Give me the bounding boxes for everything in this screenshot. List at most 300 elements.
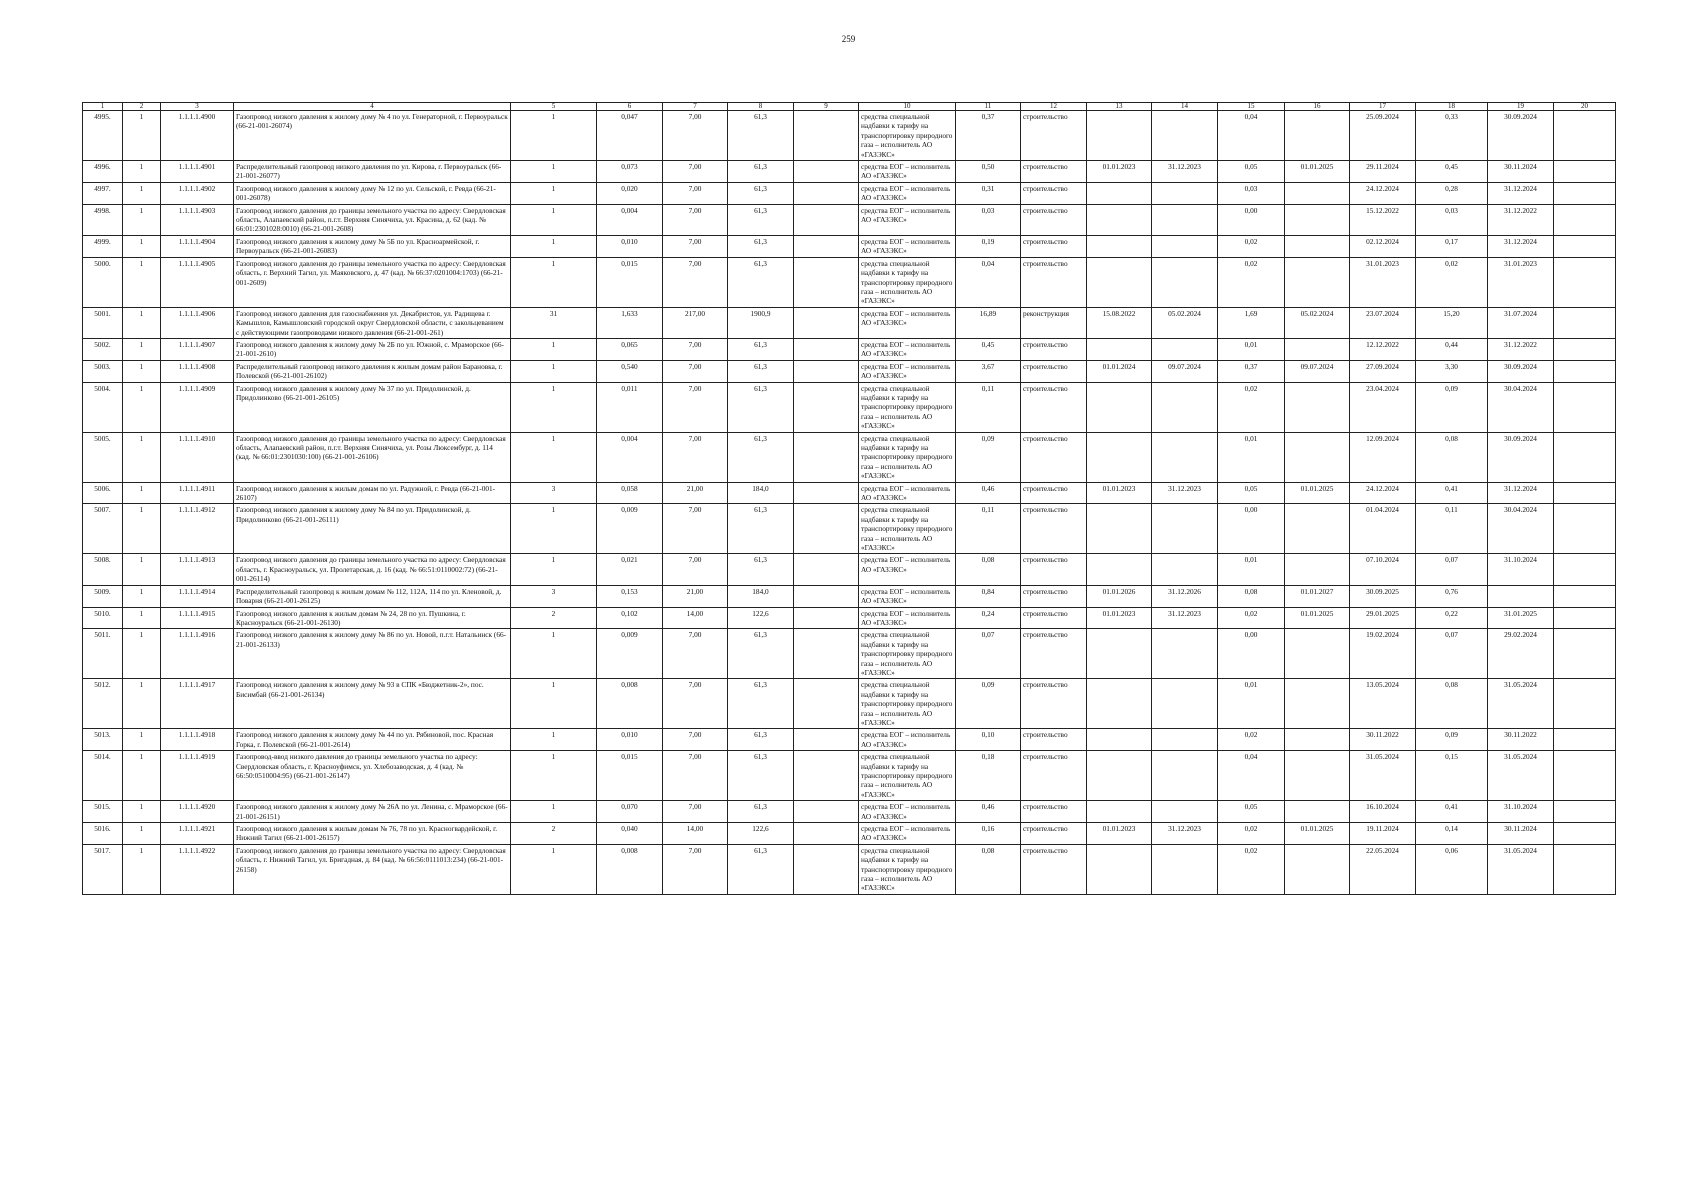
cell-col-12: строительство bbox=[1021, 504, 1087, 554]
cell-col-18: 3,30 bbox=[1416, 360, 1488, 382]
cell-col-20 bbox=[1554, 629, 1616, 679]
cell-col-7: 7,00 bbox=[663, 161, 728, 183]
cell-col-7: 7,00 bbox=[663, 338, 728, 360]
cell-col-9 bbox=[794, 182, 859, 204]
cell-col-15: 1,69 bbox=[1218, 307, 1285, 338]
table-row bbox=[83, 204, 1616, 235]
cell-col-20 bbox=[1554, 204, 1616, 235]
cell-col-9 bbox=[794, 585, 859, 607]
cell-col-17: 29.11.2024 bbox=[1350, 161, 1416, 183]
cell-col-14 bbox=[1152, 801, 1218, 823]
cell-col-12: строительство bbox=[1021, 607, 1087, 629]
cell-col-14 bbox=[1152, 751, 1218, 801]
cell-col-19: 29.02.2024 bbox=[1488, 629, 1554, 679]
cell-col-15: 0,02 bbox=[1218, 382, 1285, 432]
cell-col-11: 0,11 bbox=[956, 504, 1021, 554]
cell-col-9 bbox=[794, 504, 859, 554]
cell-col-4: Газопровод-ввод низкого давления до границы земельного участка по адресу: Свердловская область, г. Красноуфимск, ул. Хлебозаводская, д. 4 (кад. № 66:50:0510004:95) (66-21-001-26147) bbox=[234, 751, 511, 801]
cell-col-5: 3 bbox=[511, 482, 597, 504]
cell-col-2: 1 bbox=[123, 482, 161, 504]
cell-col-9 bbox=[794, 607, 859, 629]
cell-col-13 bbox=[1087, 554, 1152, 585]
cell-col-6: 0,009 bbox=[597, 504, 663, 554]
cell-col-9 bbox=[794, 432, 859, 482]
column-header-11: 11 bbox=[956, 103, 1021, 111]
cell-col-13 bbox=[1087, 504, 1152, 554]
cell-col-11: 0,50 bbox=[956, 161, 1021, 183]
cell-col-16 bbox=[1285, 844, 1350, 894]
cell-col-12: строительство bbox=[1021, 360, 1087, 382]
cell-col-4: Газопровод низкого давления к жилым домам по ул. Радужной, г. Ревда (66-21-001-26107) bbox=[234, 482, 511, 504]
cell-col-6: 0,070 bbox=[597, 801, 663, 823]
cell-col-15: 0,02 bbox=[1218, 729, 1285, 751]
table-row bbox=[83, 257, 1616, 307]
cell-col-14 bbox=[1152, 629, 1218, 679]
cell-col-10: средства ЕОГ – исполнитель АО «ГАЗЭКС» bbox=[859, 607, 956, 629]
cell-col-11: 0,04 bbox=[956, 257, 1021, 307]
table-row bbox=[83, 823, 1616, 845]
cell-col-15: 0,01 bbox=[1218, 554, 1285, 585]
cell-col-1: 5000. bbox=[83, 257, 123, 307]
cell-col-7: 7,00 bbox=[663, 111, 728, 161]
header-row bbox=[83, 103, 1616, 111]
cell-col-14: 05.02.2024 bbox=[1152, 307, 1218, 338]
cell-col-1: 4995. bbox=[83, 111, 123, 161]
cell-col-17: 02.12.2024 bbox=[1350, 235, 1416, 257]
cell-col-18: 0,07 bbox=[1416, 629, 1488, 679]
cell-col-13: 15.08.2022 bbox=[1087, 307, 1152, 338]
cell-col-16 bbox=[1285, 204, 1350, 235]
cell-col-3: 1.1.1.1.4909 bbox=[161, 382, 234, 432]
cell-col-13: 01.01.2023 bbox=[1087, 161, 1152, 183]
cell-col-3: 1.1.1.1.4911 bbox=[161, 482, 234, 504]
cell-col-13 bbox=[1087, 235, 1152, 257]
cell-col-19: 30.09.2024 bbox=[1488, 360, 1554, 382]
cell-col-7: 7,00 bbox=[663, 360, 728, 382]
cell-col-13: 01.01.2026 bbox=[1087, 585, 1152, 607]
cell-col-6: 0,047 bbox=[597, 111, 663, 161]
cell-col-7: 21,00 bbox=[663, 482, 728, 504]
cell-col-11: 0,10 bbox=[956, 729, 1021, 751]
cell-col-9 bbox=[794, 482, 859, 504]
cell-col-11: 0,84 bbox=[956, 585, 1021, 607]
cell-col-11: 0,45 bbox=[956, 338, 1021, 360]
cell-col-13: 01.01.2023 bbox=[1087, 823, 1152, 845]
cell-col-14: 09.07.2024 bbox=[1152, 360, 1218, 382]
cell-col-19: 31.12.2024 bbox=[1488, 482, 1554, 504]
cell-col-19: 30.09.2024 bbox=[1488, 111, 1554, 161]
cell-col-6: 0,004 bbox=[597, 432, 663, 482]
column-header-2: 2 bbox=[123, 103, 161, 111]
cell-col-11: 0,08 bbox=[956, 554, 1021, 585]
cell-col-16 bbox=[1285, 729, 1350, 751]
table-row bbox=[83, 585, 1616, 607]
cell-col-1: 4998. bbox=[83, 204, 123, 235]
cell-col-15: 0,02 bbox=[1218, 257, 1285, 307]
cell-col-17: 13.05.2024 bbox=[1350, 679, 1416, 729]
cell-col-10: средства ЕОГ – исполнитель АО «ГАЗЭКС» bbox=[859, 204, 956, 235]
column-header-16: 16 bbox=[1285, 103, 1350, 111]
cell-col-15: 0,00 bbox=[1218, 204, 1285, 235]
cell-col-4: Распределительный газопровод низкого давления к жилым домам район Барановка, г. Полевской (66-21-001-26102) bbox=[234, 360, 511, 382]
cell-col-13 bbox=[1087, 432, 1152, 482]
cell-col-16 bbox=[1285, 751, 1350, 801]
cell-col-18: 0,76 bbox=[1416, 585, 1488, 607]
cell-col-5: 1 bbox=[511, 182, 597, 204]
cell-col-4: Газопровод низкого давления для газоснабжения ул. Декабристов, ул. Радищева г. Камышлов, Камышловский городской округ Свердловской области, с закольцеванием с действующими газопроводами низкого давления (66-21-001-261) bbox=[234, 307, 511, 338]
cell-col-17: 27.09.2024 bbox=[1350, 360, 1416, 382]
cell-col-6: 0,010 bbox=[597, 729, 663, 751]
cell-col-5: 1 bbox=[511, 204, 597, 235]
column-header-1: 1 bbox=[83, 103, 123, 111]
cell-col-18: 0,09 bbox=[1416, 382, 1488, 432]
cell-col-13 bbox=[1087, 629, 1152, 679]
cell-col-9 bbox=[794, 729, 859, 751]
cell-col-20 bbox=[1554, 307, 1616, 338]
cell-col-8: 61,3 bbox=[728, 432, 794, 482]
cell-col-20 bbox=[1554, 585, 1616, 607]
cell-col-20 bbox=[1554, 338, 1616, 360]
cell-col-18: 0,44 bbox=[1416, 338, 1488, 360]
cell-col-4: Газопровод низкого давления к жилому дому № 5Б по ул. Красноармейской, г. Первоуральск (66-21-001-26083) bbox=[234, 235, 511, 257]
cell-col-8: 61,3 bbox=[728, 504, 794, 554]
cell-col-11: 0,16 bbox=[956, 823, 1021, 845]
cell-col-13 bbox=[1087, 382, 1152, 432]
table-row bbox=[83, 554, 1616, 585]
cell-col-1: 5006. bbox=[83, 482, 123, 504]
cell-col-18: 0,03 bbox=[1416, 204, 1488, 235]
cell-col-19: 31.07.2024 bbox=[1488, 307, 1554, 338]
cell-col-13 bbox=[1087, 729, 1152, 751]
cell-col-17: 31.01.2023 bbox=[1350, 257, 1416, 307]
cell-col-19: 30.04.2024 bbox=[1488, 382, 1554, 432]
cell-col-14 bbox=[1152, 204, 1218, 235]
cell-col-9 bbox=[794, 360, 859, 382]
cell-col-8: 61,3 bbox=[728, 235, 794, 257]
cell-col-4: Газопровод низкого давления до границы земельного участка по адресу: Свердловская область, г. Нижний Тагил, ул. Бригадная, д. 84 (кад. № 66:56:0111013:234) (66-21-001-26158) bbox=[234, 844, 511, 894]
cell-col-7: 7,00 bbox=[663, 629, 728, 679]
cell-col-8: 122,6 bbox=[728, 607, 794, 629]
cell-col-5: 1 bbox=[511, 235, 597, 257]
cell-col-7: 7,00 bbox=[663, 844, 728, 894]
cell-col-19: 30.11.2024 bbox=[1488, 823, 1554, 845]
cell-col-18: 0,17 bbox=[1416, 235, 1488, 257]
cell-col-5: 3 bbox=[511, 585, 597, 607]
cell-col-6: 0,010 bbox=[597, 235, 663, 257]
cell-col-6: 0,102 bbox=[597, 607, 663, 629]
cell-col-17: 16.10.2024 bbox=[1350, 801, 1416, 823]
cell-col-16: 01.01.2025 bbox=[1285, 482, 1350, 504]
cell-col-8: 61,3 bbox=[728, 844, 794, 894]
cell-col-20 bbox=[1554, 432, 1616, 482]
cell-col-1: 5012. bbox=[83, 679, 123, 729]
cell-col-12: строительство bbox=[1021, 585, 1087, 607]
cell-col-7: 7,00 bbox=[663, 679, 728, 729]
column-header-9: 9 bbox=[794, 103, 859, 111]
cell-col-18: 0,08 bbox=[1416, 679, 1488, 729]
cell-col-1: 4999. bbox=[83, 235, 123, 257]
cell-col-13 bbox=[1087, 257, 1152, 307]
cell-col-17: 12.12.2022 bbox=[1350, 338, 1416, 360]
cell-col-10: средства ЕОГ – исполнитель АО «ГАЗЭКС» bbox=[859, 307, 956, 338]
cell-col-2: 1 bbox=[123, 554, 161, 585]
cell-col-18: 0,41 bbox=[1416, 801, 1488, 823]
cell-col-1: 5009. bbox=[83, 585, 123, 607]
cell-col-10: средства специальной надбавки к тарифу на транспортировку природного газа – исполнитель АО «ГАЗЭКС» bbox=[859, 111, 956, 161]
cell-col-16 bbox=[1285, 679, 1350, 729]
cell-col-8: 61,3 bbox=[728, 801, 794, 823]
cell-col-11: 0,46 bbox=[956, 482, 1021, 504]
cell-col-11: 0,03 bbox=[956, 204, 1021, 235]
cell-col-15: 0,02 bbox=[1218, 607, 1285, 629]
cell-col-8: 184,0 bbox=[728, 585, 794, 607]
cell-col-10: средства специальной надбавки к тарифу на транспортировку природного газа – исполнитель АО «ГАЗЭКС» bbox=[859, 257, 956, 307]
cell-col-15: 0,02 bbox=[1218, 823, 1285, 845]
cell-col-17: 19.02.2024 bbox=[1350, 629, 1416, 679]
cell-col-19: 31.10.2024 bbox=[1488, 554, 1554, 585]
cell-col-3: 1.1.1.1.4921 bbox=[161, 823, 234, 845]
cell-col-17: 15.12.2022 bbox=[1350, 204, 1416, 235]
cell-col-12: строительство bbox=[1021, 679, 1087, 729]
cell-col-12: строительство bbox=[1021, 257, 1087, 307]
column-header-18: 18 bbox=[1416, 103, 1488, 111]
cell-col-9 bbox=[794, 823, 859, 845]
cell-col-11: 16,89 bbox=[956, 307, 1021, 338]
table-row bbox=[83, 111, 1616, 161]
cell-col-15: 0,37 bbox=[1218, 360, 1285, 382]
cell-col-16 bbox=[1285, 382, 1350, 432]
cell-col-20 bbox=[1554, 823, 1616, 845]
cell-col-10: средства специальной надбавки к тарифу на транспортировку природного газа – исполнитель АО «ГАЗЭКС» bbox=[859, 432, 956, 482]
cell-col-9 bbox=[794, 382, 859, 432]
cell-col-10: средства ЕОГ – исполнитель АО «ГАЗЭКС» bbox=[859, 338, 956, 360]
cell-col-15: 0,05 bbox=[1218, 482, 1285, 504]
cell-col-3: 1.1.1.1.4915 bbox=[161, 607, 234, 629]
cell-col-5: 1 bbox=[511, 338, 597, 360]
cell-col-1: 5005. bbox=[83, 432, 123, 482]
cell-col-7: 14,00 bbox=[663, 607, 728, 629]
cell-col-15: 0,02 bbox=[1218, 844, 1285, 894]
column-header-6: 6 bbox=[597, 103, 663, 111]
cell-col-11: 0,19 bbox=[956, 235, 1021, 257]
cell-col-1: 5014. bbox=[83, 751, 123, 801]
cell-col-5: 1 bbox=[511, 554, 597, 585]
cell-col-8: 61,3 bbox=[728, 257, 794, 307]
cell-col-4: Распределительный газопровод к жилым домам № 112, 112А, 114 по ул. Кленовой, д. Поварня (66-21-001-26125) bbox=[234, 585, 511, 607]
cell-col-14: 31.12.2023 bbox=[1152, 482, 1218, 504]
cell-col-11: 0,09 bbox=[956, 679, 1021, 729]
cell-col-10: средства ЕОГ – исполнитель АО «ГАЗЭКС» bbox=[859, 554, 956, 585]
cell-col-2: 1 bbox=[123, 823, 161, 845]
cell-col-7: 14,00 bbox=[663, 823, 728, 845]
cell-col-8: 184,0 bbox=[728, 482, 794, 504]
cell-col-14 bbox=[1152, 111, 1218, 161]
cell-col-9 bbox=[794, 751, 859, 801]
cell-col-12: строительство bbox=[1021, 482, 1087, 504]
cell-col-15: 0,01 bbox=[1218, 679, 1285, 729]
cell-col-2: 1 bbox=[123, 235, 161, 257]
cell-col-4: Газопровод низкого давления до границы земельного участка по адресу: Свердловская область, Алапаевский район, п.г.т. Верхняя Синячиха, ул. Розы Люксембург, д. 114 (кад. № 66:01:2301030:100) (66-21-001-26106) bbox=[234, 432, 511, 482]
table-row bbox=[83, 360, 1616, 382]
cell-col-7: 7,00 bbox=[663, 554, 728, 585]
cell-col-2: 1 bbox=[123, 585, 161, 607]
cell-col-14 bbox=[1152, 729, 1218, 751]
cell-col-18: 0,41 bbox=[1416, 482, 1488, 504]
cell-col-7: 7,00 bbox=[663, 257, 728, 307]
cell-col-4: Газопровод низкого давления к жилому дому № 44 по ул. Рябиновой, пос. Красная Горка, г. Полевской (66-21-001-2614) bbox=[234, 729, 511, 751]
cell-col-5: 1 bbox=[511, 679, 597, 729]
page-number: 259 bbox=[841, 34, 856, 44]
cell-col-18: 0,15 bbox=[1416, 751, 1488, 801]
cell-col-17: 23.07.2024 bbox=[1350, 307, 1416, 338]
cell-col-14: 31.12.2023 bbox=[1152, 161, 1218, 183]
cell-col-8: 122,6 bbox=[728, 823, 794, 845]
cell-col-12: строительство bbox=[1021, 235, 1087, 257]
cell-col-16 bbox=[1285, 111, 1350, 161]
cell-col-18: 0,08 bbox=[1416, 432, 1488, 482]
cell-col-2: 1 bbox=[123, 111, 161, 161]
cell-col-9 bbox=[794, 307, 859, 338]
cell-col-8: 61,3 bbox=[728, 554, 794, 585]
cell-col-4: Газопровод низкого давления к жилым домам № 24, 28 по ул. Пушкина, г. Красноуральск (66-21-001-26130) bbox=[234, 607, 511, 629]
cell-col-15: 0,05 bbox=[1218, 161, 1285, 183]
cell-col-8: 61,3 bbox=[728, 204, 794, 235]
cell-col-10: средства ЕОГ – исполнитель АО «ГАЗЭКС» bbox=[859, 161, 956, 183]
column-header-15: 15 bbox=[1218, 103, 1285, 111]
cell-col-13 bbox=[1087, 182, 1152, 204]
cell-col-13 bbox=[1087, 111, 1152, 161]
table-row bbox=[83, 629, 1616, 679]
cell-col-3: 1.1.1.1.4904 bbox=[161, 235, 234, 257]
cell-col-15: 0,05 bbox=[1218, 801, 1285, 823]
cell-col-12: строительство bbox=[1021, 823, 1087, 845]
cell-col-11: 3,67 bbox=[956, 360, 1021, 382]
cell-col-15: 0,08 bbox=[1218, 585, 1285, 607]
cell-col-4: Газопровод низкого давления к жилым домам № 76, 78 по ул. Красногвардейской, г. Нижний Тагил (66-21-001-26157) bbox=[234, 823, 511, 845]
cell-col-9 bbox=[794, 801, 859, 823]
cell-col-19: 31.05.2024 bbox=[1488, 844, 1554, 894]
cell-col-6: 0,058 bbox=[597, 482, 663, 504]
cell-col-6: 0,008 bbox=[597, 679, 663, 729]
cell-col-8: 61,3 bbox=[728, 182, 794, 204]
cell-col-15: 0,01 bbox=[1218, 338, 1285, 360]
cell-col-7: 7,00 bbox=[663, 801, 728, 823]
cell-col-14 bbox=[1152, 504, 1218, 554]
cell-col-12: строительство bbox=[1021, 338, 1087, 360]
cell-col-9 bbox=[794, 338, 859, 360]
table-row bbox=[83, 679, 1616, 729]
cell-col-14 bbox=[1152, 844, 1218, 894]
cell-col-4: Газопровод низкого давления к жилому дому № 26А по ул. Ленина, с. Мраморское (66-21-001-26151) bbox=[234, 801, 511, 823]
cell-col-18: 0,14 bbox=[1416, 823, 1488, 845]
cell-col-3: 1.1.1.1.4902 bbox=[161, 182, 234, 204]
cell-col-1: 5003. bbox=[83, 360, 123, 382]
table-row bbox=[83, 338, 1616, 360]
table-row bbox=[83, 844, 1616, 894]
cell-col-9 bbox=[794, 161, 859, 183]
cell-col-13: 01.01.2023 bbox=[1087, 482, 1152, 504]
cell-col-1: 5002. bbox=[83, 338, 123, 360]
cell-col-2: 1 bbox=[123, 607, 161, 629]
column-header-8: 8 bbox=[728, 103, 794, 111]
cell-col-3: 1.1.1.1.4907 bbox=[161, 338, 234, 360]
cell-col-18: 0,28 bbox=[1416, 182, 1488, 204]
cell-col-20 bbox=[1554, 844, 1616, 894]
cell-col-3: 1.1.1.1.4918 bbox=[161, 729, 234, 751]
cell-col-10: средства ЕОГ – исполнитель АО «ГАЗЭКС» bbox=[859, 801, 956, 823]
cell-col-8: 61,3 bbox=[728, 382, 794, 432]
cell-col-2: 1 bbox=[123, 338, 161, 360]
cell-col-15: 0,00 bbox=[1218, 504, 1285, 554]
cell-col-12: строительство bbox=[1021, 729, 1087, 751]
cell-col-19 bbox=[1488, 585, 1554, 607]
cell-col-17: 25.09.2024 bbox=[1350, 111, 1416, 161]
column-header-7: 7 bbox=[663, 103, 728, 111]
cell-col-14 bbox=[1152, 432, 1218, 482]
cell-col-4: Газопровод низкого давления до границы земельного участка по адресу: Свердловская область, г. Красноуральск, ул. Пролетарская, д. 16 (кад. № 66:51:0110002:72) (66-21-001-26114) bbox=[234, 554, 511, 585]
cell-col-3: 1.1.1.1.4922 bbox=[161, 844, 234, 894]
cell-col-9 bbox=[794, 111, 859, 161]
cell-col-1: 5013. bbox=[83, 729, 123, 751]
cell-col-19: 31.01.2025 bbox=[1488, 607, 1554, 629]
cell-col-18: 0,11 bbox=[1416, 504, 1488, 554]
cell-col-10: средства ЕОГ – исполнитель АО «ГАЗЭКС» bbox=[859, 360, 956, 382]
cell-col-12: строительство bbox=[1021, 382, 1087, 432]
cell-col-5: 2 bbox=[511, 607, 597, 629]
cell-col-5: 1 bbox=[511, 629, 597, 679]
cell-col-3: 1.1.1.1.4906 bbox=[161, 307, 234, 338]
column-header-19: 19 bbox=[1488, 103, 1554, 111]
table-row bbox=[83, 504, 1616, 554]
cell-col-13 bbox=[1087, 801, 1152, 823]
cell-col-13: 01.01.2024 bbox=[1087, 360, 1152, 382]
cell-col-9 bbox=[794, 235, 859, 257]
table-row bbox=[83, 235, 1616, 257]
cell-col-5: 1 bbox=[511, 801, 597, 823]
cell-col-9 bbox=[794, 844, 859, 894]
cell-col-2: 1 bbox=[123, 751, 161, 801]
cell-col-16 bbox=[1285, 554, 1350, 585]
cell-col-11: 0,08 bbox=[956, 844, 1021, 894]
cell-col-2: 1 bbox=[123, 629, 161, 679]
cell-col-2: 1 bbox=[123, 679, 161, 729]
cell-col-3: 1.1.1.1.4914 bbox=[161, 585, 234, 607]
cell-col-10: средства ЕОГ – исполнитель АО «ГАЗЭКС» bbox=[859, 482, 956, 504]
cell-col-16 bbox=[1285, 338, 1350, 360]
cell-col-19: 31.05.2024 bbox=[1488, 751, 1554, 801]
cell-col-4: Газопровод низкого давления к жилому дому № 93 в СПК «Бюджетник-2», пос. Бисимбай (66-21-001-26134) bbox=[234, 679, 511, 729]
cell-col-2: 1 bbox=[123, 382, 161, 432]
cell-col-17: 29.01.2025 bbox=[1350, 607, 1416, 629]
cell-col-14 bbox=[1152, 338, 1218, 360]
cell-col-3: 1.1.1.1.4919 bbox=[161, 751, 234, 801]
column-header-13: 13 bbox=[1087, 103, 1152, 111]
cell-col-3: 1.1.1.1.4912 bbox=[161, 504, 234, 554]
cell-col-10: средства ЕОГ – исполнитель АО «ГАЗЭКС» bbox=[859, 235, 956, 257]
cell-col-20 bbox=[1554, 382, 1616, 432]
table-row bbox=[83, 607, 1616, 629]
cell-col-12: реконструкция bbox=[1021, 307, 1087, 338]
cell-col-12: строительство bbox=[1021, 111, 1087, 161]
cell-col-6: 0,009 bbox=[597, 629, 663, 679]
cell-col-4: Газопровод низкого давления к жилому дому № 84 по ул. Придолинской, д. Придолинково (66-21-001-26111) bbox=[234, 504, 511, 554]
table-row bbox=[83, 182, 1616, 204]
cell-col-10: средства специальной надбавки к тарифу на транспортировку природного газа – исполнитель АО «ГАЗЭКС» bbox=[859, 629, 956, 679]
cell-col-20 bbox=[1554, 111, 1616, 161]
column-header-5: 5 bbox=[511, 103, 597, 111]
cell-col-20 bbox=[1554, 182, 1616, 204]
cell-col-9 bbox=[794, 257, 859, 307]
